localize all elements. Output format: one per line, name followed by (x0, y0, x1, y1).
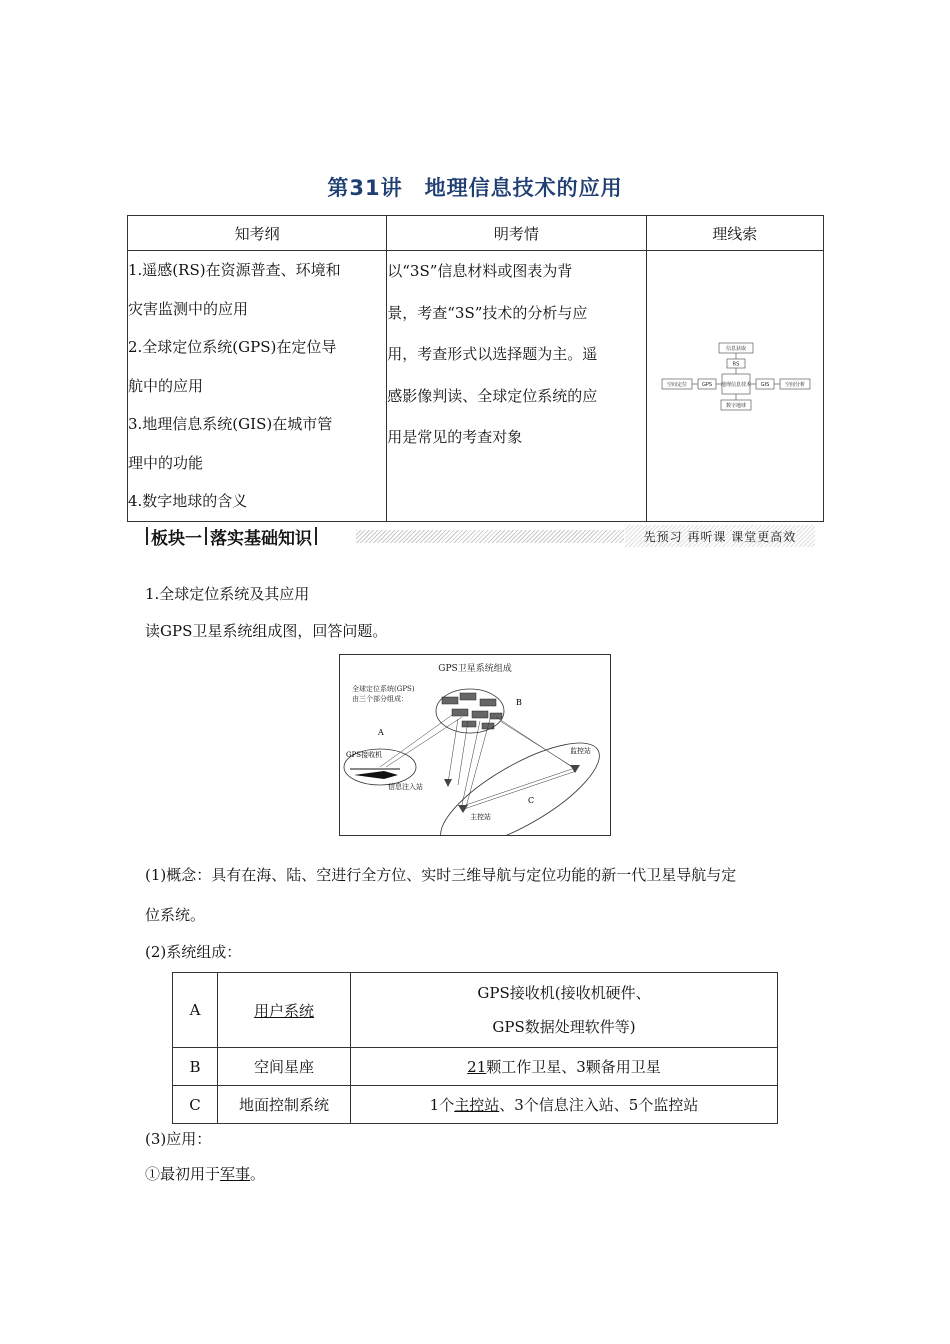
header-clues: 理线索 (646, 216, 823, 251)
row-name: 空间星座 (218, 1048, 351, 1086)
row-name: 地面控制系统 (218, 1086, 351, 1124)
row-desc-line: GPS数据处理软件等) (492, 1018, 636, 1036)
instruction-text: 读GPS卫星系统组成图，回答问题。 (145, 622, 388, 640)
application-label: (3)应用： (145, 1130, 212, 1148)
clue-center: 地理信息技术 (720, 382, 751, 388)
banner-section-name: 落实基础知识 (210, 528, 312, 549)
row-desc (351, 1086, 778, 1124)
row-desc-text: 、3个信息注入站、5个监控站 (499, 1096, 699, 1114)
master-label: 主控站 (470, 813, 491, 821)
label-a: A (378, 728, 384, 737)
row-desc (351, 973, 778, 1048)
clue-right: 空间分析 (784, 382, 805, 388)
row-desc-text: 颗工作卫星、3颗备用卫星 (486, 1058, 661, 1076)
satellite-cluster (442, 693, 502, 729)
syllabus-line: 4.数字地球的含义 (128, 492, 248, 510)
label-b: B (516, 698, 522, 707)
syllabus-cell (128, 251, 387, 522)
section-banner (143, 525, 815, 547)
gps-system-diagram (340, 655, 610, 835)
answer-underlined: 军事 (220, 1165, 251, 1183)
monitor-label: 监控站 (570, 747, 591, 755)
header-exam-info: 明考情 (387, 216, 646, 251)
answer-underlined: 21 (467, 1058, 487, 1076)
page-title: 第31讲 地理信息技术的应用 (327, 176, 623, 200)
helicopter-icon (354, 771, 398, 779)
clue-gis: GIS (760, 382, 769, 388)
banner-slogan: 先预习 再听课 课堂更高效 (625, 525, 815, 547)
clue-rs: RS (732, 361, 739, 368)
exam-info-line: 以“3S”信息材料或图表为背 (387, 262, 573, 280)
section-heading: 1.全球定位系统及其应用 (145, 585, 310, 603)
row-key: C (173, 1086, 218, 1124)
banner-bar (315, 527, 317, 545)
gps-figure (339, 654, 611, 836)
answer-underlined: 用户系统 (253, 1001, 314, 1020)
concept-line: (1)概念：具有在海、陆、空进行全方位、实时三维导航与定位功能的新一代卫星导航与定 (145, 866, 737, 884)
syllabus-line: 2.全球定位系统(GPS)在定位导 (128, 338, 337, 356)
clue-bottom: 数字地球 (725, 403, 746, 409)
clue-diagram (647, 251, 824, 519)
exam-info-line: 用，考查形式以选择题为主。遥 (387, 345, 598, 363)
banner-title (143, 525, 320, 547)
dish-icon (444, 779, 452, 787)
clue-cell (646, 251, 823, 522)
injection-label: 信息注入站 (388, 783, 423, 791)
row-desc-line: GPS接收机(接收机硬件、 (477, 984, 651, 1002)
banner-bar (205, 527, 207, 545)
banner-section-number: 板块一 (151, 528, 202, 549)
syllabus-line: 3.地理信息系统(GIS)在城市管 (128, 415, 333, 433)
system-table (172, 972, 778, 1124)
figure-title: GPS卫星系统组成 (438, 664, 512, 674)
clue-left: 空间定位 (666, 382, 687, 388)
row-desc-text: 1个 (429, 1096, 455, 1114)
clue-top: 信息获取 (725, 346, 746, 352)
syllabus-line: 理中的功能 (128, 453, 204, 472)
row-desc (351, 1048, 778, 1086)
application-suffix: 。 (250, 1165, 266, 1183)
dish-icon (458, 805, 468, 813)
exam-info-line: 用是常见的考查对象 (387, 428, 523, 446)
receiver-label: GPS接收机 (346, 751, 383, 759)
concept-line: 位系统。 (145, 906, 206, 924)
figure-note-1: 全球定位系统(GPS) (352, 685, 415, 693)
header-syllabus: 知考纲 (128, 216, 387, 251)
figure-note-2: 由三个部分组成： (352, 695, 408, 703)
row-key: A (173, 973, 218, 1048)
exam-info-cell (387, 251, 646, 522)
syllabus-line: 航中的应用 (128, 376, 204, 395)
signal-lines (380, 715, 576, 809)
label-c: C (528, 796, 535, 805)
exam-info-line: 景，考查“3S”技术的分析与应 (387, 303, 588, 322)
outline-table (127, 215, 824, 522)
composition-label: (2)系统组成： (145, 943, 242, 961)
syllabus-line: 灾害监测中的应用 (128, 299, 249, 318)
answer-underlined: 主控站 (454, 1096, 500, 1114)
banner-hatch (356, 530, 624, 543)
syllabus-line: 1.遥感(RS)在资源普查、环境和 (128, 261, 341, 279)
exam-info-line: 感影像判读、全球定位系统的应 (387, 386, 598, 405)
application-prefix: ①最初用于 (145, 1165, 221, 1183)
row-key: B (173, 1048, 218, 1086)
banner-bar (146, 527, 148, 545)
application-item (145, 1163, 265, 1184)
clue-gps: GPS (701, 382, 712, 388)
row-name (218, 973, 351, 1048)
